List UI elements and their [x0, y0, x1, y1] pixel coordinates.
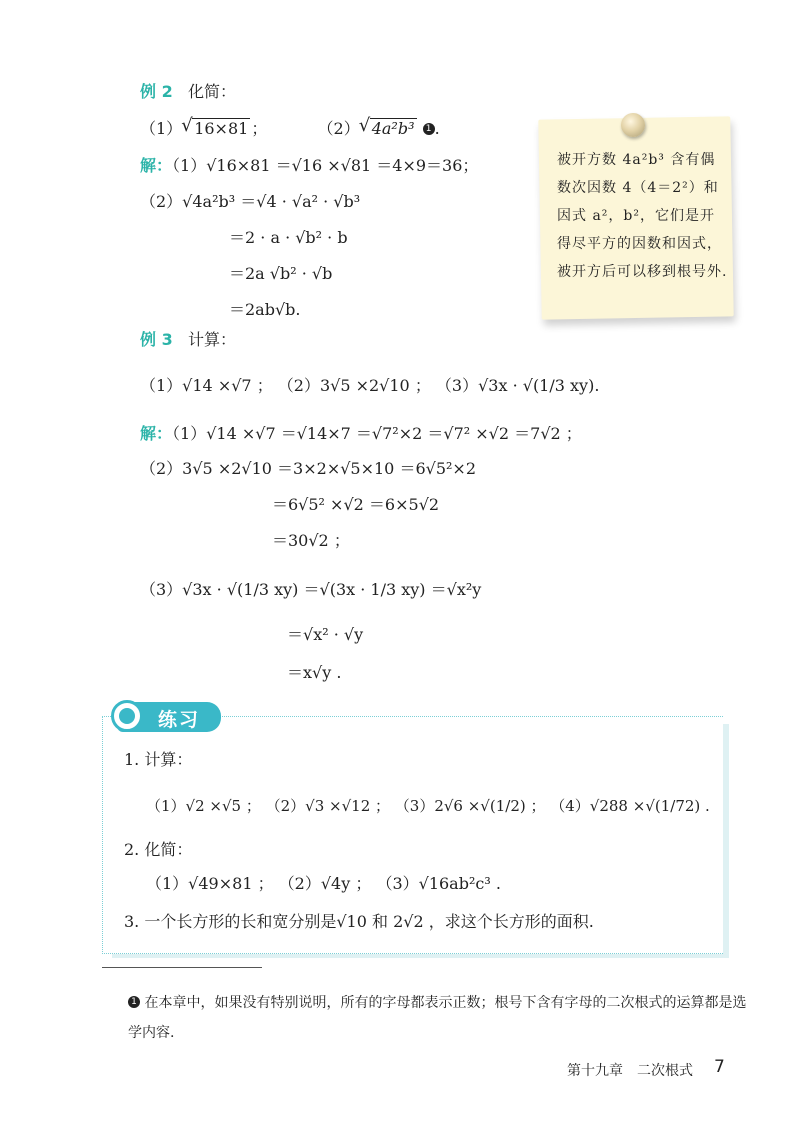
example3-label: 例 3 [140, 330, 173, 349]
side-note-text: 被开方数 4a²b³ 含有偶数次因数 4（4＝2²）和因式 a²，b²，它们是开得尽平方的因数和因式，被开方后可以移到根号外. [557, 152, 728, 280]
footnote [128, 988, 748, 1048]
example3-title: 计算： [187, 330, 236, 349]
example2-solution-2-line: ＝2a √b² · √b [229, 264, 333, 283]
example3-heading [140, 330, 236, 350]
example2-problems [140, 118, 440, 139]
example2-p2-end: . [434, 119, 440, 138]
example3-sol-label: 解： [140, 424, 173, 443]
example2-heading [140, 82, 236, 102]
exercise-q2-label: 2. 化简： [124, 840, 193, 859]
example2-solution-1 [140, 156, 478, 176]
page-number: 7 [714, 1057, 725, 1077]
example3-solution-2-line: （2）3√5 ×2√10 ＝3×2×√5×10 ＝6√5²×2 [140, 459, 477, 478]
chapter-footer: 第十九章 二次根式 [567, 1063, 693, 1079]
example2-p1-end: ； [251, 119, 268, 138]
example2-p2: 4a²b³ [371, 119, 415, 138]
example2-p1-label: （1） [140, 119, 183, 138]
exercise-q2-items: （1）√49×81 ； （2）√4y ； （3）√16ab²c³ . [146, 874, 501, 893]
pencil-icon-inner [119, 708, 135, 724]
sqrt-sign [182, 118, 250, 139]
footnote-divider [102, 967, 262, 968]
exercise-q3: 3. 一个长方形的长和宽分别是√10 和 2√2 ，求这个长方形的面积. [124, 912, 594, 931]
example2-solution-2-line: ＝2ab√b. [229, 300, 301, 319]
example3-solution-1 [140, 424, 582, 444]
example2-p1: 16×81 [194, 119, 249, 138]
example3-solution-3-line: （3）√3x · √(1/3 xy) ＝√(3x · 1/3 xy) ＝√x²y [140, 580, 482, 599]
exercise-q1-label: 1. 计算： [124, 750, 193, 769]
example3-problems: （1）√14 ×√7 ； （2）3√5 ×2√10 ； （3）√3x · √(1/3 xy). [140, 376, 600, 395]
pushpin-icon [621, 113, 645, 137]
footnote-text: 在本章中，如果没有特别说明，所有的字母都表示正数；根号下含有字母的二次根式的运算都是选学内容. [128, 995, 747, 1041]
example2-sol1: （1）√16×81 ＝√16 ×√81 ＝4×9＝36； [172, 156, 479, 175]
example2-solution-2-line: ＝2 · a · √b² · b [229, 228, 348, 247]
example2-label: 例 2 [140, 82, 173, 101]
example2-title: 化简： [187, 82, 236, 101]
example3-solution-2-line: ＝30√2 ； [272, 531, 350, 550]
example3-solution-3-line: ＝x√y . [287, 663, 342, 682]
example3-sol1: （1）√14 ×√7 ＝√14×7 ＝√7²×2 ＝√7² ×√2 ＝7√2 ； [172, 424, 582, 443]
example3-solution-3-line: ＝√x² · √y [287, 625, 364, 644]
example3-solution-2-line: ＝6√5² ×√2 ＝6×5√2 [272, 495, 440, 514]
exercise-title: 练习 [158, 709, 201, 731]
example2-solution-2-line: （2）√4a²b³ ＝√4 · √a² · √b³ [140, 192, 361, 211]
sqrt-sign [360, 118, 417, 139]
footnote-marker-icon: 1 [128, 996, 140, 1008]
footnote-marker-icon: 1 [423, 123, 435, 135]
example2-p2-label: （2） [317, 119, 360, 138]
exercise-q1-items: （1）√2 ×√5 ； （2）√3 ×√12 ； （3）2√6 ×√(1/2) ； （4）√288 ×√(1/72) . [146, 797, 710, 815]
example2-sol-label: 解： [140, 156, 173, 175]
